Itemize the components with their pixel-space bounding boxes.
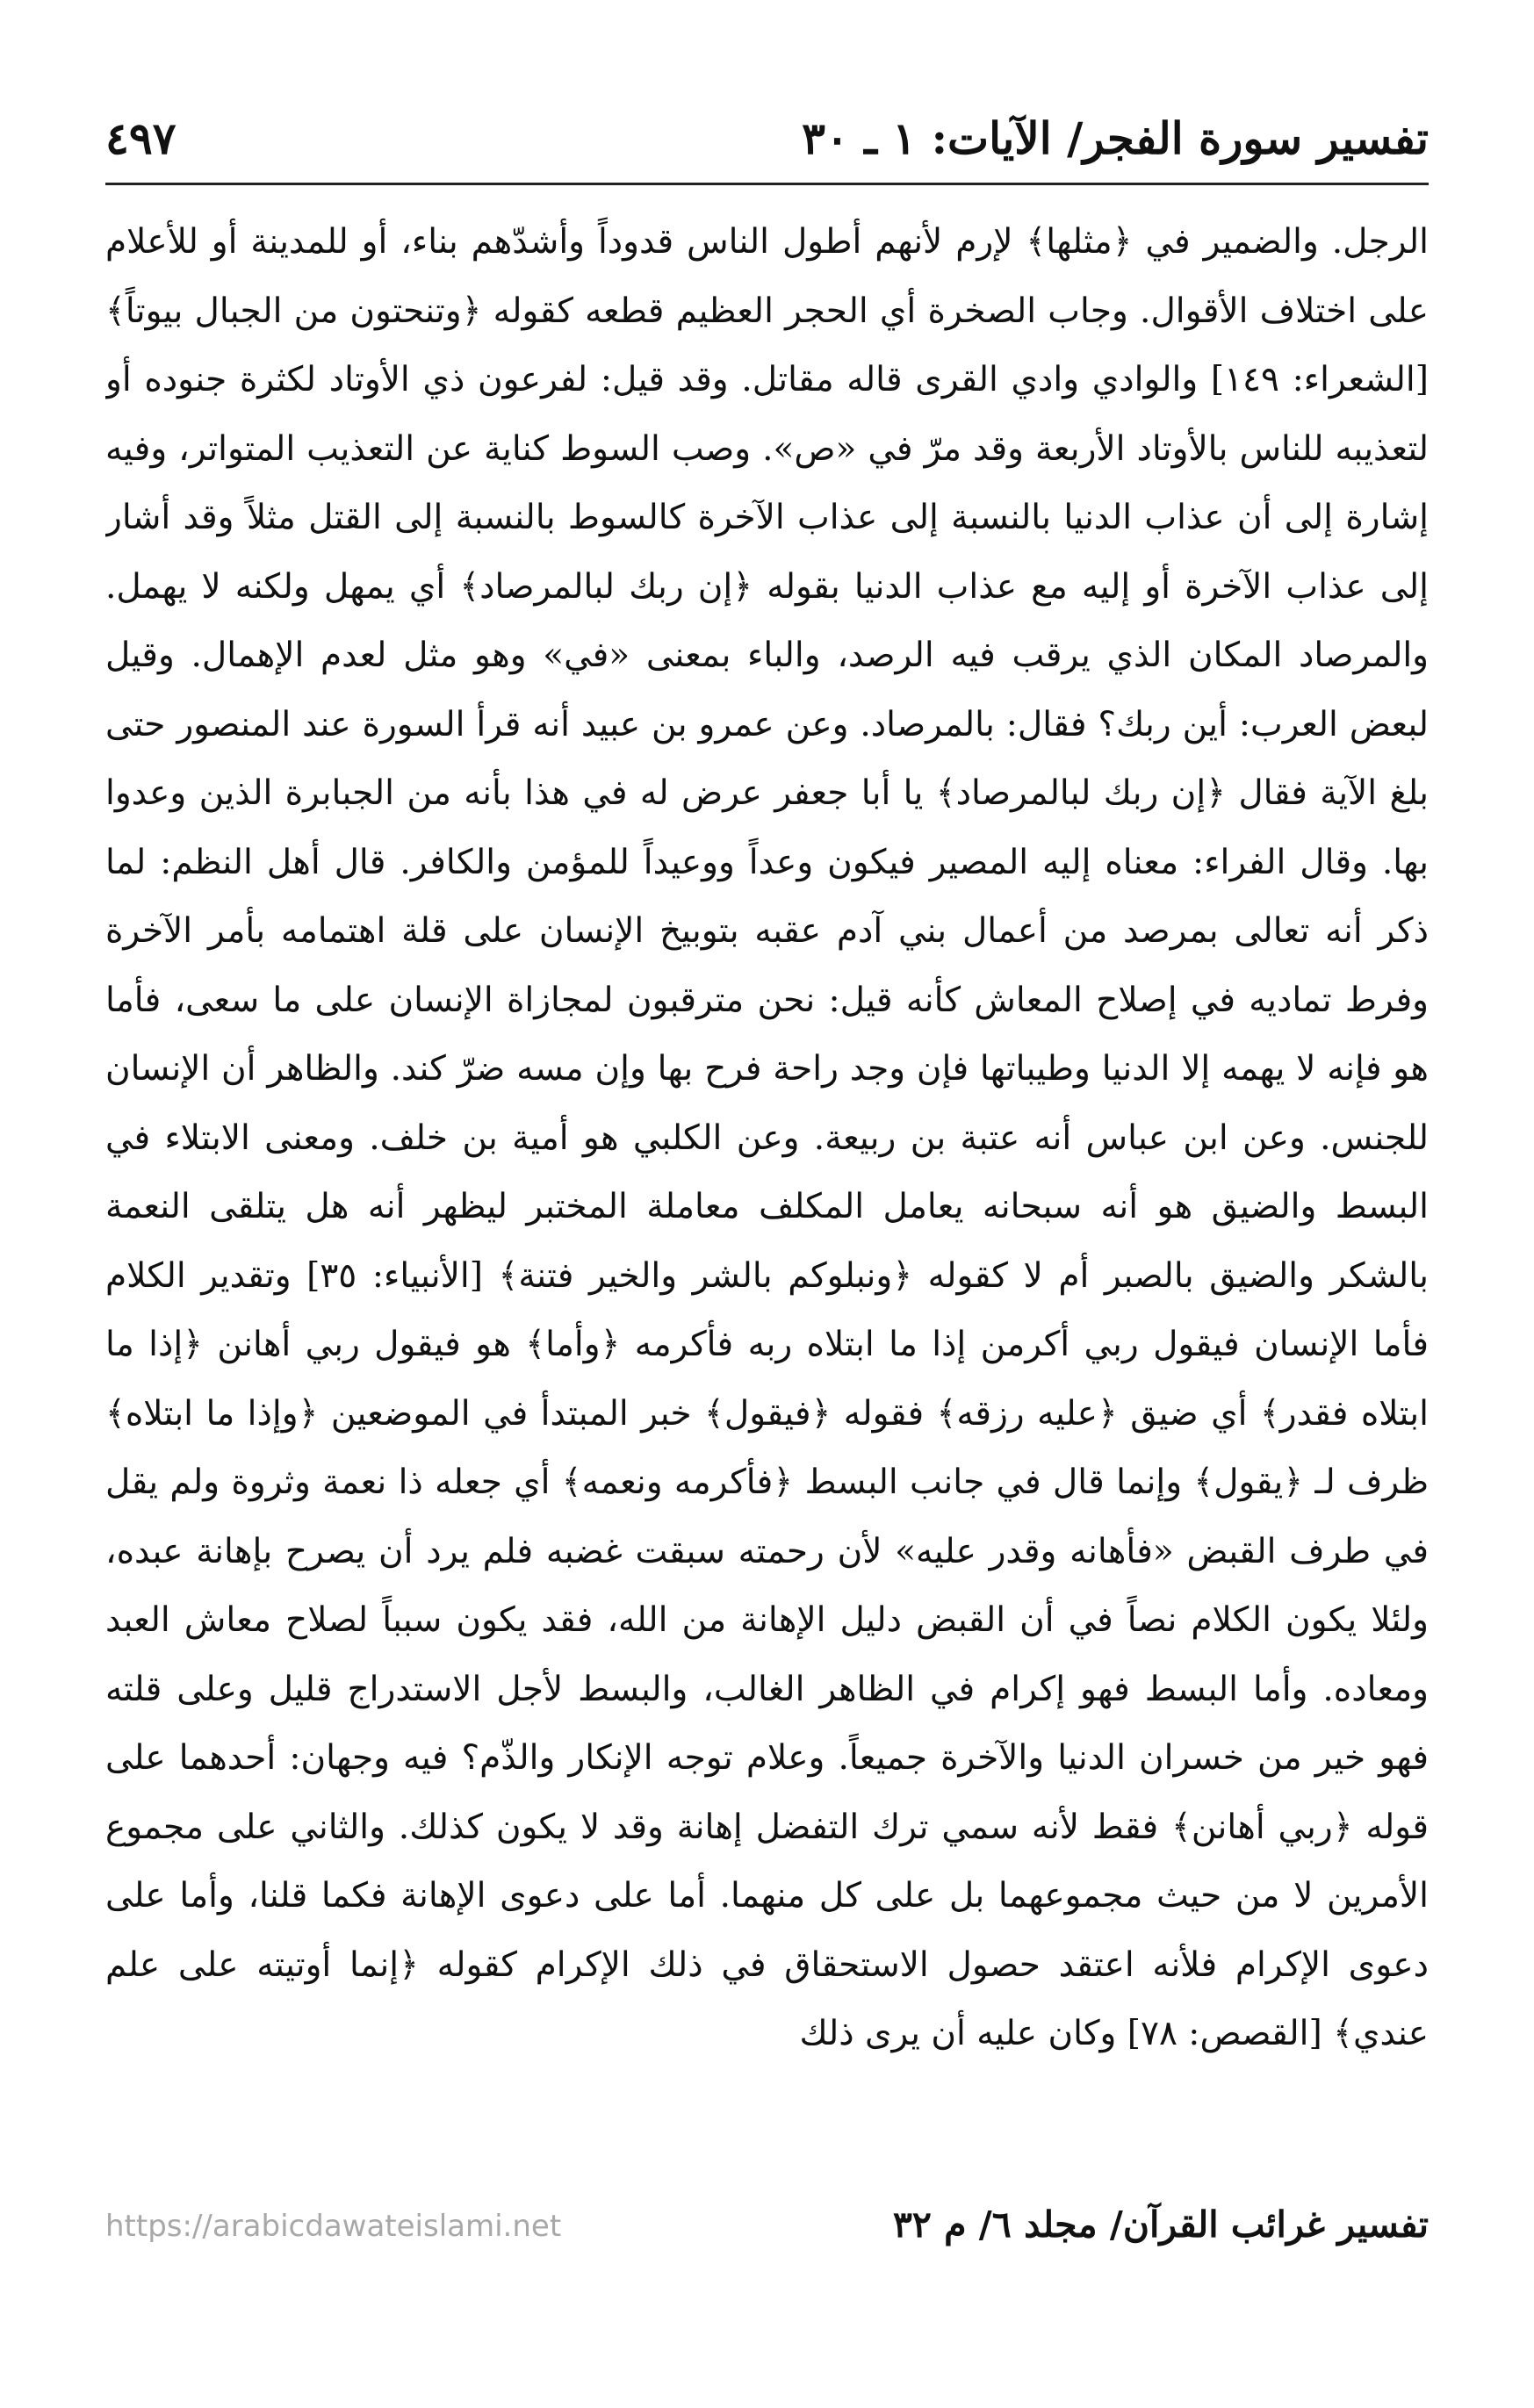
running-header <box>105 105 1429 179</box>
paragraph: الرجل. والضمير في ﴿مثلها﴾ لإرم لأنهم أطول الناس قدوداً وأشدّهم بناء، أو للمدينة أو للأعلام على اختلاف الأقوال. وجاب الصخرة أي الحجر العظيم قطعه كقوله ﴿وتنحتون من الجبال بيوتاً﴾ [الشعراء: ١٤٩] والوادي وادي القرى قاله مقاتل. وقد قيل: لفرعون ذي الأوتاد لكثرة جنوده أو لتعذيبه للناس بالأوتاد الأربعة وقد مرّ في «ص». وصب السوط كناية عن التعذيب المتواتر، وفيه إشارة إلى أن عذاب الدنيا بالنسبة إلى عذاب الآخرة كالسوط بالنسبة إلى القتل مثلاً وقد أشار إلى عذاب الآخرة أو إليه مع عذاب الدنيا بقوله ﴿إن ربك لبالمرصاد﴾ أي يمهل ولكنه لا يهمل. والمرصاد المكان الذي يرقب فيه الرصد، والباء بمعنى «في» وهو مثل لعدم الإهمال. وقيل لبعض العرب: أين ربك؟ فقال: بالمرصاد. وعن عمرو بن عبيد أنه قرأ السورة عند المنصور حتى بلغ الآية فقال ﴿إن ربك لبالمرصاد﴾ يا أبا جعفر عرض له في هذا بأنه من الجبابرة الذين وعدوا بها. وقال الفراء: معناه إليه المصير فيكون وعداً ووعيداً للمؤمن والكافر. قال أهل النظم: لما ذكر أنه تعالى بمرصد من أعمال بني آدم عقبه بتوبيخ الإنسان على قلة اهتمامه بأمر الآخرة وفرط تماديه في إصلاح المعاش كأنه قيل: نحن مترقبون لمجازاة الإنسان على ما سعى، فأما هو فإنه لا يهمه إلا الدنيا وطيباتها فإن وجد راحة فرح بها وإن مسه ضرّ كند. والظاهر أن الإنسان للجنس. وعن ابن عباس أنه عتبة بن ربيعة. وعن الكلبي هو أمية بن خلف. ومعنى الابتلاء في البسط والضيق هو أنه سبحانه يعامل المكلف معاملة المختبر ليظهر أنه هل يتلقى النعمة بالشكر والضيق بالصبر أم لا كقوله ﴿ونبلوكم بالشر والخير فتنة﴾ [الأنبياء: ٣٥] وتقدير الكلام فأما الإنسان فيقول ربي أكرمن إذا ما ابتلاه ربه فأكرمه ﴿وأما﴾ هو فيقول ربي أهانن ﴿إذا ما ابتلاه فقدر﴾ أي ضيق ﴿عليه رزقه﴾ فقوله ﴿فيقول﴾ خبر المبتدأ في الموضعين ﴿وإذا ما ابتلاه﴾ ظرف لـ ﴿يقول﴾ وإنما قال في جانب البسط ﴿فأكرمه ونعمه﴾ أي جعله ذا نعمة وثروة ولم يقل في طرف القبض «فأهانه وقدر عليه» لأن رحمته سبقت غضبه فلم يرد أن يصرح بإهانة عبده، ولئلا يكون الكلام نصاً في أن القبض دليل الإهانة من الله، فقد يكون سبباً لصلاح معاش العبد ومعاده. وأما البسط فهو إكرام في الظاهر الغالب، والبسط لأجل الاستدراج قليل وعلى قلته فهو خير من خسران الدنيا والآخرة جميعاً. وعلام توجه الإنكار والذّم؟ فيه وجهان: أحدهما على قوله ﴿ربي أهانن﴾ فقط لأنه سمي ترك التفضل إهانة وقد لا يكون كذلك. والثاني على مجموع الأمرين لا من حيث مجموعهما بل على كل منهما. أما على دعوى الإهانة فكما قلنا، وأما على دعوى الإكرام فلأنه اعتقد حصول الاستحقاق في ذلك الإكرام كقوله ﴿إنما أوتيته على علم عندي﴾ [القصص: ٧٨] وكان عليه أن يرى ذلك <box>105 222 1429 2053</box>
running-title: تفسير سورة الفجر/ الآيات: ١ ـ ٣٠ <box>802 112 1429 164</box>
footer-caption: تفسير غرائب القرآن/ مجلد ٦/ م ٣٢ <box>892 2203 1429 2246</box>
main-text <box>105 208 1429 2122</box>
page-number: ٤٩٧ <box>105 112 176 164</box>
watermark-url: https://arabicdawateislami.net <box>105 2209 562 2244</box>
header-rule <box>105 183 1429 185</box>
page-footer <box>105 2195 1429 2265</box>
